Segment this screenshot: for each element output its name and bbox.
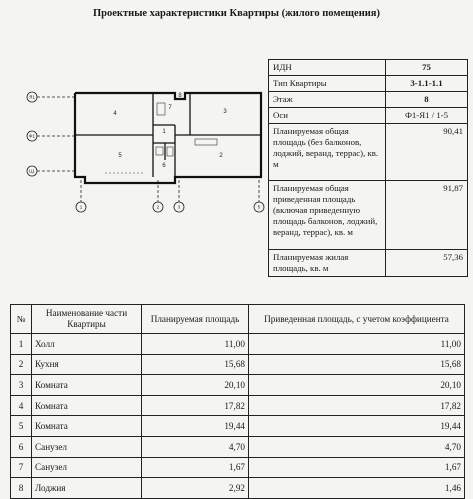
col-header-area: Планируемая площадь: [142, 305, 249, 334]
axis-label-5: 5: [257, 204, 261, 210]
spec-axes-value: Ф1-Я1 / 1-5: [386, 107, 468, 123]
spec-floor-value: 8: [386, 91, 468, 107]
spec-id-value: 75: [386, 60, 468, 76]
row-num: 8: [11, 478, 32, 499]
axis-label-2: 2: [156, 204, 160, 210]
table-row: [11, 334, 465, 355]
row-reduced: 11,00: [249, 334, 465, 355]
spec-reduced-area-value: 91,87: [386, 180, 468, 249]
axis-label-ya1: Я1: [29, 94, 35, 100]
row-num: 4: [11, 395, 32, 416]
row-name: Санузел: [32, 436, 142, 457]
row-area: 4,70: [142, 436, 249, 457]
row-num: 6: [11, 436, 32, 457]
floor-plan: [25, 85, 265, 220]
col-header-name: Наименование части Квартиры: [32, 305, 142, 334]
row-name: Комната: [32, 416, 142, 437]
specs-row-living-area: [269, 249, 468, 276]
spec-id-label: ИДН: [269, 60, 386, 76]
room-label-6: 6: [162, 163, 166, 169]
row-num: 3: [11, 375, 32, 396]
room-label-3: 3: [223, 109, 227, 115]
row-num: 2: [11, 354, 32, 375]
apartment-specs-table: [268, 59, 468, 277]
row-area: 20,10: [142, 375, 249, 396]
row-area: 1,67: [142, 457, 249, 478]
room-label-8: 8: [178, 93, 182, 99]
room-label-1: 1: [162, 129, 166, 135]
row-reduced: 20,10: [249, 375, 465, 396]
row-reduced: 1,67: [249, 457, 465, 478]
spec-floor-label: Этаж: [269, 91, 386, 107]
row-area: 2,92: [142, 478, 249, 499]
specs-row-type: [269, 75, 468, 91]
floor-plan-drawing: [25, 85, 265, 220]
axis-label-f1: Ф1: [29, 133, 35, 139]
row-name: Кухня: [32, 354, 142, 375]
row-reduced: 1,46: [249, 478, 465, 499]
row-num: 7: [11, 457, 32, 478]
table-row: [11, 457, 465, 478]
spec-total-area-value: 90,41: [386, 123, 468, 180]
room-label-4: 4: [113, 111, 117, 117]
spec-type-label: Тип Квартиры: [269, 75, 386, 91]
specs-row-floor: [269, 91, 468, 107]
spec-type-value: 3-1.1-1.1: [386, 75, 468, 91]
spec-axes-label: Оси: [269, 107, 386, 123]
specs-row-reduced-area: [269, 180, 468, 249]
table-row: [11, 354, 465, 375]
row-reduced: 4,70: [249, 436, 465, 457]
spec-reduced-area-label: Планируемая общая приведенная площадь (включая приведенную площадь балконов, лоджий, веранд, террас), кв. м: [269, 180, 386, 249]
specs-row-axes: [269, 107, 468, 123]
row-name: Санузел: [32, 457, 142, 478]
spec-living-area-label: Планируемая жилая площадь, кв. м: [269, 249, 386, 276]
room-label-2: 2: [219, 153, 223, 159]
table-row: [11, 478, 465, 499]
row-area: 15,68: [142, 354, 249, 375]
row-num: 1: [11, 334, 32, 355]
row-name: Комната: [32, 375, 142, 396]
rooms-table-header: [11, 305, 465, 334]
table-row: [11, 416, 465, 437]
room-label-5: 5: [118, 153, 122, 159]
row-name: Комната: [32, 395, 142, 416]
row-area: 19,44: [142, 416, 249, 437]
page-title: Проектные характеристики Квартиры (жилого помещения): [93, 8, 380, 19]
room-label-7: 7: [168, 105, 172, 111]
row-area: 11,00: [142, 334, 249, 355]
spec-living-area-value: 57,36: [386, 249, 468, 276]
table-row: [11, 395, 465, 416]
row-reduced: 19,44: [249, 416, 465, 437]
rooms-table: [10, 304, 465, 499]
col-header-reduced: Приведенная площадь, с учетом коэффициента: [249, 305, 465, 334]
axis-label-ts1: Ц1: [29, 168, 35, 174]
spec-total-area-label: Планируемая общая площадь (без балконов, лоджий, веранд, террас), кв. м: [269, 123, 386, 180]
row-name: Холл: [32, 334, 142, 355]
row-reduced: 17,82: [249, 395, 465, 416]
row-area: 17,82: [142, 395, 249, 416]
table-row: [11, 436, 465, 457]
row-reduced: 15,68: [249, 354, 465, 375]
axis-label-3: 3: [177, 204, 181, 210]
specs-row-total-area: [269, 123, 468, 180]
table-row: [11, 375, 465, 396]
row-name: Лоджия: [32, 478, 142, 499]
col-header-num: №: [11, 305, 32, 334]
axis-label-1: 1: [79, 204, 83, 210]
specs-row-id: [269, 60, 468, 76]
row-num: 5: [11, 416, 32, 437]
